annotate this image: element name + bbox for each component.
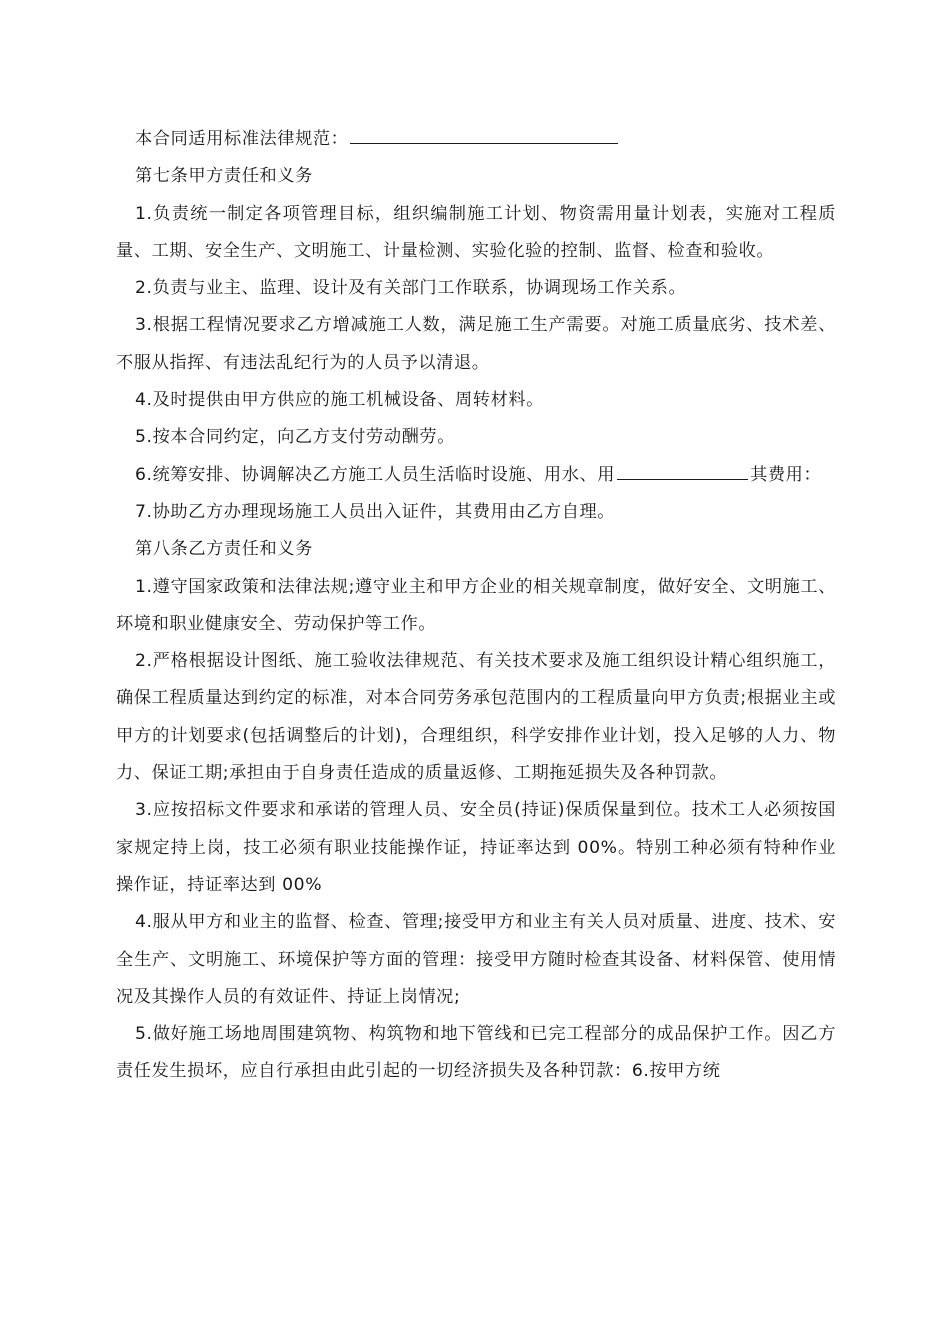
article7-item-5: 5.按本合同约定，向乙方支付劳动酬劳。: [135, 427, 455, 448]
article7-item-6: [116, 457, 836, 494]
standards-blank: [350, 123, 618, 144]
contract-page: [116, 121, 836, 1091]
article8-item-1: 1.遵守国家政策和法律法规;遵守业主和甲方企业的相关规章制度，做好安全、文明施工、环境和职业健康安全、劳动保护等工作。: [116, 576, 836, 634]
article7-item-3: 3.根据工程情况要求乙方增减施工人数，满足施工生产需要。对施工质量底劣、技术差、不服从指挥、有违法乱纪行为的人员予以清退。: [116, 315, 836, 373]
article8-item-4: 4.服从甲方和业主的监督、检查、管理;接受甲方和业主有关人员对质量、进度、技术、安全生产、文明施工、环境保护等方面的管理：接受甲方随时检查其设备、材料保管、使用情况及其操作人员的有效证件、持证上岗情况;: [116, 912, 836, 1007]
standards-label: 本合同适用标准法律规范：: [135, 129, 349, 149]
standards-line: [116, 121, 836, 158]
article8-heading: 第八条乙方责任和义务: [135, 539, 313, 560]
article8-item-2: 2.严格根据设计图纸、施工验收法律规范、有关技术要求及施工组织设计精心组织施工，确保工程质量达到约定的标准，对本合同劳务承包范围内的工程质量向甲方负责;根据业主或甲方的计划要求(包括调整后的计划)，合理组织，科学安排作业计划，投入足够的人力、物力、保证工期;承担由于自身责任造成的质量返修、工期拖延损失及各种罚款。: [116, 651, 836, 784]
article7-heading: 第七条甲方责任和义务: [135, 166, 313, 187]
article7-item-2: 2.负责与业主、监理、设计及有关部门工作联系，协调现场工作关系。: [135, 278, 687, 299]
article7-item-6-text-after: 其费用：: [750, 464, 822, 485]
article7-item-1: 1.负责统一制定各项管理目标，组织编制施工计划、物资需用量计划表，实施对工程质量、工期、安全生产、文明施工、计量检测、实验化验的控制、监督、检查和验收。: [116, 203, 836, 261]
article8-item-5: 5.做好施工场地周围建筑物、构筑物和地下管线和已完工程部分的成品保护工作。因乙方责任发生损坏，应自行承担由此引起的一切经济损失及各种罚款：6.按甲方统: [116, 1024, 836, 1082]
article8-item-3: 3.应按招标文件要求和承诺的管理人员、安全员(持证)保质保量到位。技术工人必须按国家规定持上岗，技工必须有职业技能操作证，持证率达到 00%。特别工种必须有特种作业操作证，持证率达到 00%: [116, 800, 836, 895]
article7-item-6-text-before: 6.统筹安排、协调解决乙方施工人员生活临时设施、用水、用: [135, 464, 616, 485]
article7-item-4: 4.及时提供由甲方供应的施工机械设备、周转材料。: [135, 390, 544, 411]
article7-item-7: 7.协助乙方办理现场施工人员出入证件，其费用由乙方自理。: [135, 501, 616, 522]
article7-item-6-blank: [617, 459, 748, 480]
